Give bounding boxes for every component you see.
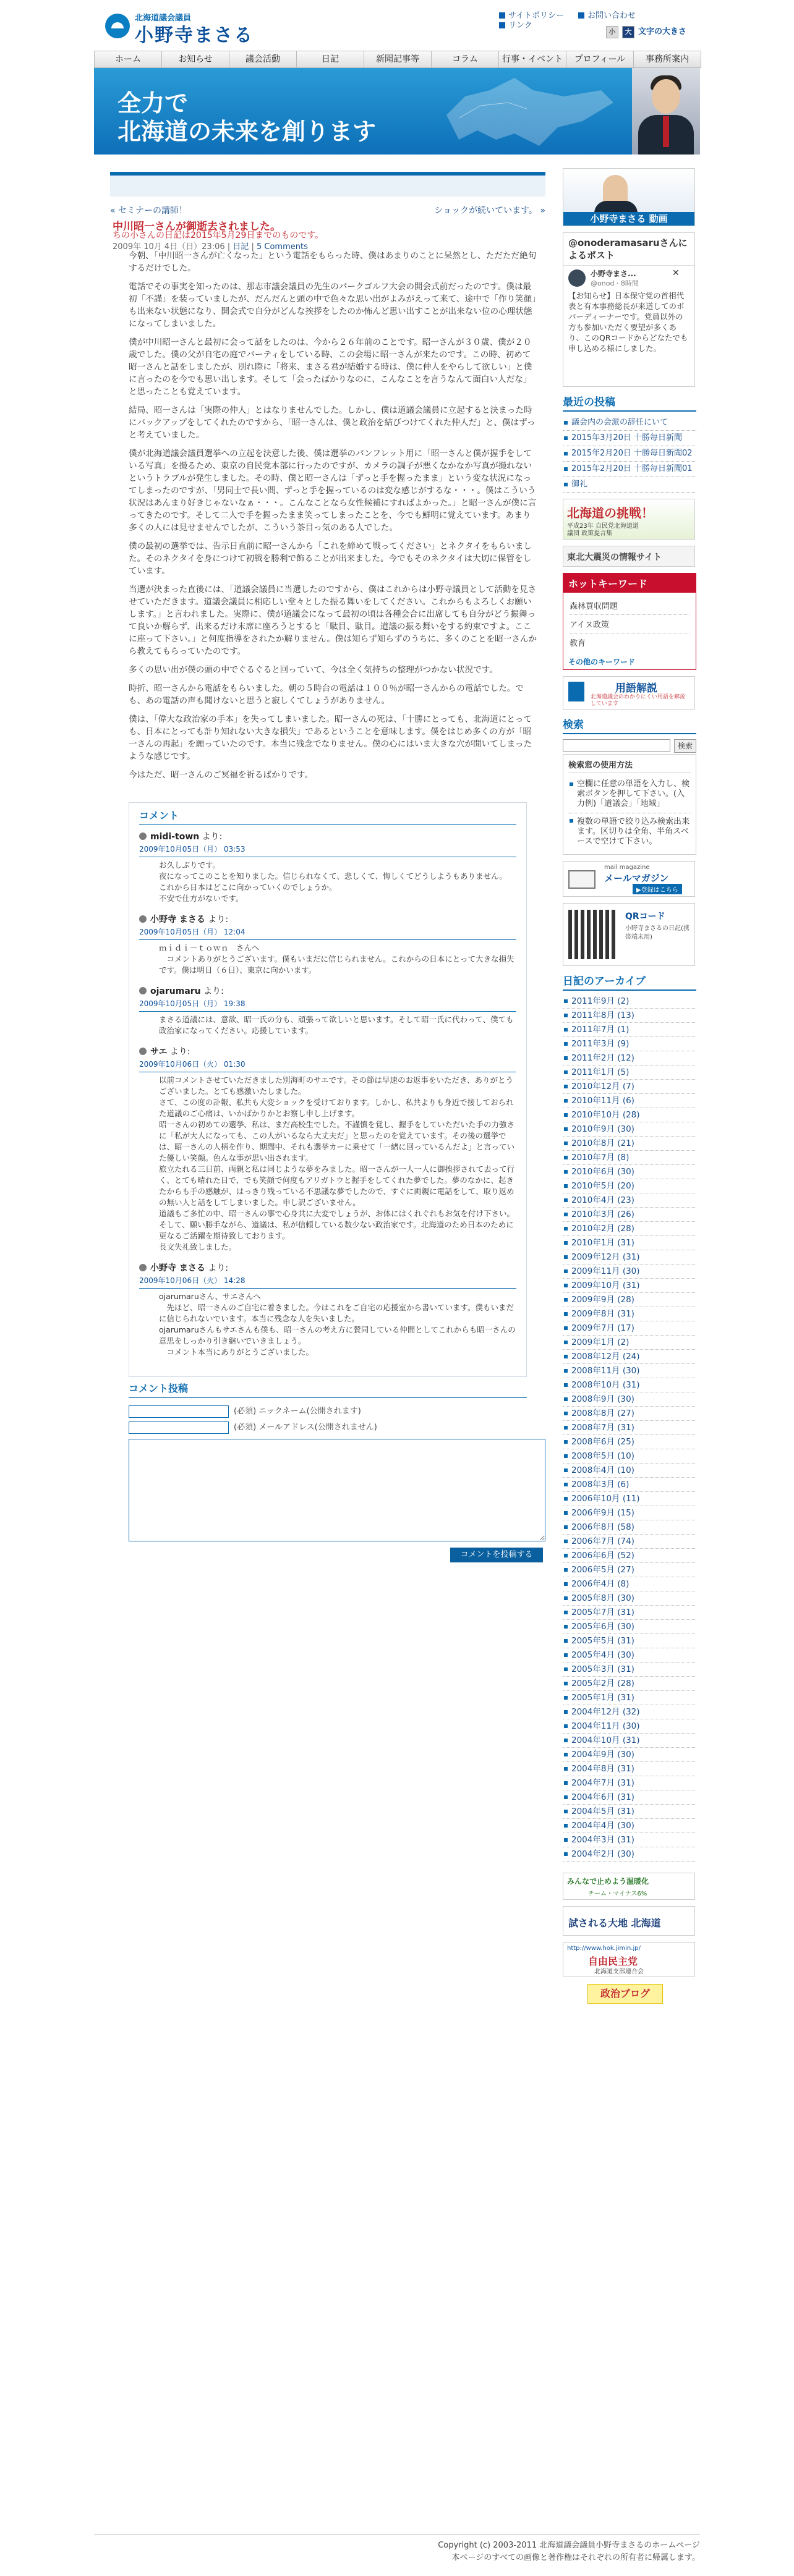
ldp-sub: 北海道支部連合会 bbox=[594, 1968, 644, 1975]
recent-posts-heading: 最近の投稿 bbox=[563, 393, 696, 412]
archive-month-link[interactable]: 2008年7月 (31) bbox=[563, 1421, 696, 1435]
nav-news[interactable]: お知らせ bbox=[162, 51, 229, 67]
archive-month-link[interactable]: 2005年4月 (30) bbox=[563, 1648, 696, 1663]
comment-author-suffix: より: bbox=[205, 1263, 229, 1273]
comment-count-link[interactable]: 5 Comments bbox=[256, 242, 308, 252]
politician-photo bbox=[632, 68, 700, 155]
tweet-text: 【お知らせ】日本保守党の首相代表と有本事務総長が来道してのポパーディーナーです。党員以外の方も参加いただく要望が多くあり、このQRコードからどなたでも申し込める様にしました。 bbox=[568, 291, 688, 353]
archive-month-link[interactable]: 2004年11月 (30) bbox=[563, 1719, 696, 1734]
email-label: (必須) メールアドレス(公開されません) bbox=[234, 1423, 377, 1432]
footer-rights: 本ページのすべての画像と著作権はそれぞれの所有者に帰属します。 bbox=[451, 2553, 700, 2562]
hot-keywords-heading: ホットキーワード bbox=[563, 574, 696, 593]
ldp-banner[interactable] bbox=[563, 1942, 695, 1976]
recent-post-link[interactable]: 2015年2月20日 十勝毎日新聞01 bbox=[563, 462, 696, 477]
comment-item bbox=[139, 985, 516, 1036]
post-paragraph: 結局、昭一さんは「実際の仲人」とはなりませんでした。しかし、僕は道議会議員に立起すると決まった時にバックアップをしてくれたのですから、「昭一さんは、僕と政治を結びつけてくれた仲人だ」と、僕はずっと考えていました。 bbox=[129, 405, 536, 440]
archive-month-link[interactable]: 2008年11月 (30) bbox=[563, 1364, 696, 1378]
recent-posts-list bbox=[563, 415, 696, 493]
archive-month-link[interactable]: 2004年9月 (30) bbox=[563, 1748, 696, 1762]
nav-profile[interactable]: プロフィール bbox=[566, 51, 634, 67]
tweet-handle: @onod · 8時間 bbox=[591, 279, 639, 287]
comments-section bbox=[129, 802, 527, 1377]
politics-blog-label: 政治ブログ bbox=[587, 1984, 663, 2004]
archive-month-link[interactable]: 2011年2月 (12) bbox=[563, 1051, 696, 1066]
archive-month-link[interactable]: 2010年3月 (26) bbox=[563, 1208, 696, 1222]
post-paragraph: 今はただ、昭一さんのご冥福を祈るばかりです。 bbox=[129, 770, 313, 780]
archive-month-link[interactable]: 2004年3月 (31) bbox=[563, 1833, 696, 1847]
archive-month-link[interactable]: 2008年6月 (25) bbox=[563, 1435, 696, 1449]
archive-month-link[interactable]: 2004年2月 (30) bbox=[563, 1847, 696, 1862]
tweet-widget bbox=[563, 232, 695, 387]
post-body bbox=[129, 250, 538, 781]
politics-blog-banner[interactable] bbox=[563, 1983, 694, 2005]
archive-month-link[interactable]: 2008年4月 (10) bbox=[563, 1464, 696, 1478]
email-field-row bbox=[129, 1420, 527, 1436]
glossary-subtitle: 北海道議会のわかりにくい用語を解説しています bbox=[591, 694, 686, 707]
comment-author-suffix: より: bbox=[200, 986, 224, 996]
font-size-label: 文字の大きさ bbox=[638, 27, 687, 36]
comments-heading: コメント bbox=[139, 808, 516, 825]
mail-magazine-banner[interactable] bbox=[563, 861, 695, 897]
post-navigation bbox=[110, 204, 545, 218]
hotkey-ainu[interactable]: アイヌ政策 bbox=[570, 615, 689, 633]
comment-item bbox=[139, 1261, 516, 1358]
archive-month-link[interactable]: 2005年7月 (31) bbox=[563, 1606, 696, 1620]
ldp-name: 自由民主党 bbox=[588, 1955, 638, 1967]
nav-events[interactable]: 行事・イベント bbox=[499, 51, 566, 67]
mail-magazine-small: mail magazine bbox=[604, 864, 650, 871]
archive-month-link[interactable]: 2008年3月 (6) bbox=[563, 1478, 696, 1492]
tweet-widget-title: @onoderamasaruさんによるポスト bbox=[563, 233, 694, 266]
post-paragraph: 多くの思い出が僕の頭の中でぐるぐると回っていて、今は全く気持ちの整理がつかない状況です。 bbox=[129, 665, 498, 675]
recent-post-link[interactable]: 議会内の会派の辞任にいて bbox=[563, 415, 696, 431]
post-category-link[interactable]: 日記 bbox=[233, 242, 249, 252]
archive-month-link[interactable]: 2008年10月 (31) bbox=[563, 1378, 696, 1392]
comment-author-suffix: より: bbox=[205, 915, 229, 925]
previous-post-link[interactable]: « セミナーの講師！ bbox=[110, 206, 188, 216]
archive-month-link[interactable]: 2010年10月 (28) bbox=[563, 1108, 696, 1122]
nav-column[interactable]: コラム bbox=[432, 51, 499, 67]
search-input[interactable] bbox=[563, 739, 670, 752]
hokkaido-map-icon bbox=[422, 72, 626, 152]
comment-author-name: 小野寺 まさる bbox=[150, 1263, 205, 1273]
challenge-banner[interactable] bbox=[563, 499, 695, 540]
hokkaido-banner[interactable] bbox=[563, 1906, 695, 1936]
post-paragraph: 当選が決まった直後には、「道議会議員に当選したのですから、僕はこれからは小野寺議員として活動を見させていただきます。道議会議員に相応しい堂々とした振る舞いをしてください。これからもよろしくお願いします。」と言われました。実際に、僕が道議会になって最初の頃は各種会合に出席しても自分がどう振舞って良いか解らず、出来るだけ末席に座ろうとすると「駄目、駄目。道議の振る舞いをする約束ですよ。ここに座って下さい。」と何度指導をされたか解りません。僕は知らず知らずのうちに、多くのことを昭一さんから教えてもらっていたのです。 bbox=[129, 585, 537, 656]
archive-month-link[interactable]: 2010年8月 (21) bbox=[563, 1137, 696, 1151]
post-paragraph: 僕が北海道議会議員選挙への立起を決意した後、僕は選挙のパンフレット用に「昭一さんと僕が握手をしている写真」を撮るため、東京の自民党本部に行ったのですが、カメラの調子が悪くなかなか写真が撮れないというトラブルが発生しました。その時、僕と昭一さんは「ずっと手を握ったまま」という変な状況になってしまったのですが、「男同士で長い間、ずっと手を握っているのは変な感じがするな・・・。僕はこういう状況はあんまり好きじゃないなぁ・・・。こんなことなら女性候補にすればよかった。」と昭一さんが僕に言ってきたのです。そして二人で手を握ったまま笑ってしまったことを、今でも鮮明に覚えています。あまり多くの人には見せませんでしたが、こういう茶目っ気のある人でした。 bbox=[129, 449, 537, 533]
diary-archive bbox=[563, 972, 696, 1862]
link-page-link[interactable]: リンク bbox=[499, 19, 532, 30]
logo-assembly-label: 北海道議会議員 bbox=[135, 14, 192, 23]
comment-author-suffix: より: bbox=[199, 832, 223, 842]
archive-list bbox=[563, 994, 696, 1862]
tweet-user: 小野寺まさ... bbox=[591, 269, 636, 278]
x-logo-icon[interactable]: ✕ bbox=[672, 268, 680, 278]
comment-form bbox=[129, 1381, 533, 1562]
archive-month-link[interactable]: 2009年1月 (2) bbox=[563, 1336, 696, 1350]
archive-month-link[interactable]: 2006年4月 (8) bbox=[563, 1577, 696, 1591]
post-title: 中川昭一さんが御逝去されました。 bbox=[113, 221, 281, 233]
search-help-heading: 検索窓の使用方法 bbox=[568, 758, 691, 773]
tweet-avatar bbox=[568, 269, 586, 287]
hotkey-forest[interactable]: 森林買収問題 bbox=[570, 596, 689, 615]
nav-press[interactable]: 新聞記事等 bbox=[364, 51, 432, 67]
comment-author-name: midi-town bbox=[150, 832, 200, 842]
archive-month-link[interactable]: 2010年7月 (8) bbox=[563, 1151, 696, 1165]
ldp-url: http://www.hok.jimin.jp/ bbox=[567, 1945, 641, 1952]
archive-month-link[interactable]: 2009年12月 (31) bbox=[563, 1250, 696, 1265]
archive-month-link[interactable]: 2010年5月 (20) bbox=[563, 1179, 696, 1193]
comment-author-name: ojarumaru bbox=[150, 986, 201, 996]
global-warming-banner[interactable] bbox=[563, 1873, 695, 1900]
comment-text: 以前コメントさせていただきました別海町のサエです。その節は早速のお返事をいただき、ありがとうございました。とても感激いたしました。 さて、この度の訃報、私共も大変ショックを受けております。しかし、私共よりも身近で接しておられた道議のご心痛は、いかばかりかとお察し申し上げます。 昭一さんの初めての選挙、私は、まだ高校生でした。不謹慎を覚し、握手をしていただいた手の力強さに「私が大人になっても、この人がいるなら大丈夫だ」と思ったのを覚えています。その後の選挙では、昭一さんの人柄を作り、期間中、それも選挙カーに乗せて「一緒に回っているんだよ」と言っていた優しい笑顔。色んな事が思い出されます。 旅立たれる三日前、両親と私は同じような夢をみました。昭一さんが一人一人に御挨拶されて去って行く、とても晴れた日で、でも笑顔で何度もアリガトウと握手をしてくれた夢でした。夢のなかに、起きたからも手の感触が、はっきり残っている不思議な夢でしたので、すぐに両親に電話をして、取り返めの無い人と話をしてしまいました。申し訳ございません。 道議もご多忙の中、昭一さんの事で心身共に大変でしょうが、お体にはくれぐれもお気を付け下さい。そして、願い勝手ながら、道議は、私が信頼している数少ない政治家です。北海道のため日本のために更なるご活躍を期待致しております。 長文失礼致しました。 bbox=[159, 1075, 515, 1252]
qr-code-title: QRコード bbox=[625, 912, 665, 922]
next-post-link[interactable]: ショックが続いています。 » bbox=[434, 206, 545, 216]
archive-month-link[interactable]: 2009年8月 (31) bbox=[563, 1307, 696, 1321]
archive-month-link[interactable]: 2004年12月 (32) bbox=[563, 1705, 696, 1719]
name-field-row bbox=[129, 1404, 527, 1420]
comment-form-heading: コメント投稿 bbox=[129, 1381, 527, 1398]
comment-date: 2009年10月06日（火） 01:30 bbox=[139, 1057, 516, 1072]
archive-month-link[interactable]: 2008年8月 (27) bbox=[563, 1407, 696, 1421]
archive-month-link[interactable]: 2006年8月 (58) bbox=[563, 1520, 696, 1535]
nav-assembly[interactable]: 議会活動 bbox=[229, 51, 297, 67]
post-paragraph: 僕の最初の選挙では、告示日直前に昭一さんから「これを締めて戦ってください」とネクタイをもらいました。そのネクタイを身につけて初戦を勝利で飾ることが出来ました。今でもそのネクタイは大切に保管をしています。 bbox=[129, 541, 532, 576]
comment-text: ojarumaruさん、サエさんへ 先ほど、昭一さんのご自宅に着きました。今はこれをご自宅の応援室から書いています。僕もいまだに信じられないでいます。本当に残念な人を失いました。 ojarumaruさんもサエさんも僕も、昭一さんの考え方に賛同している仲間としてこれからも昭一さんの意思をしっかり引き継いでいきましょう。 コメント本当にありがとうございました。 bbox=[159, 1292, 516, 1357]
archive-month-link[interactable]: 2010年1月 (31) bbox=[563, 1236, 696, 1250]
search-heading: 検索 bbox=[563, 716, 696, 734]
nav-home[interactable]: ホーム bbox=[95, 51, 162, 67]
hero-banner bbox=[94, 68, 700, 155]
comment-author bbox=[139, 1045, 516, 1057]
comment-list bbox=[139, 830, 516, 1358]
search-button[interactable]: 検索 bbox=[674, 739, 696, 753]
archive-month-link[interactable]: 2010年9月 (30) bbox=[563, 1122, 696, 1137]
recent-post-link[interactable]: 2015年2月20日 十勝毎日新聞02 bbox=[563, 446, 696, 462]
archive-month-link[interactable]: 2005年8月 (30) bbox=[563, 1591, 696, 1606]
banner-line-1: 全力で bbox=[117, 90, 189, 117]
nav-office[interactable]: 事務所案内 bbox=[646, 54, 689, 64]
archive-month-link[interactable]: 2005年2月 (28) bbox=[563, 1677, 696, 1691]
video-banner[interactable] bbox=[563, 168, 695, 226]
search-widget bbox=[563, 716, 696, 855]
archive-month-link[interactable]: 2005年3月 (31) bbox=[563, 1663, 696, 1677]
global-warming-sub: チーム・マイナス6% bbox=[588, 1891, 647, 1897]
archive-month-link[interactable]: 2004年7月 (31) bbox=[563, 1776, 696, 1790]
archive-month-link[interactable]: 2006年10月 (11) bbox=[563, 1492, 696, 1506]
page bbox=[94, 0, 700, 2576]
sitepolicy-link[interactable]: サイトポリシー bbox=[499, 9, 564, 20]
archive-month-link[interactable]: 2010年2月 (28) bbox=[563, 1222, 696, 1236]
hokkaido-banner-label: 試される大地 北海道 bbox=[568, 1917, 661, 1929]
contact-link[interactable]: お問い合わせ bbox=[578, 9, 636, 20]
archive-month-link[interactable]: 2005年6月 (30) bbox=[563, 1620, 696, 1634]
archive-month-link[interactable]: 2006年6月 (52) bbox=[563, 1549, 696, 1563]
post-notice: ちの小さんの日記は2015年5月29日までのものです。 bbox=[113, 231, 324, 240]
archive-month-link[interactable]: 2011年9月 (2) bbox=[563, 994, 696, 1009]
other-keywords-link[interactable]: その他のキーワード bbox=[568, 658, 636, 666]
archive-month-link[interactable]: 2009年7月 (17) bbox=[563, 1321, 696, 1336]
post-date: 2009年 10月 4日（日）23:06 bbox=[113, 242, 225, 252]
font-size-control bbox=[606, 25, 686, 38]
archive-month-link[interactable]: 2009年10月 (31) bbox=[563, 1279, 696, 1293]
archive-month-link[interactable]: 2008年12月 (24) bbox=[563, 1350, 696, 1364]
global-warming-label: みんなで止めよう温暖化 bbox=[567, 1877, 649, 1886]
logo-name: 小野寺まさる bbox=[135, 25, 254, 46]
comment-date: 2009年10月05日（月） 12:04 bbox=[139, 925, 516, 940]
recent-post-link[interactable]: 2015年3月20日 十勝毎日新聞 bbox=[563, 431, 696, 446]
archive-month-link[interactable]: 2010年4月 (23) bbox=[563, 1193, 696, 1208]
archive-month-link[interactable]: 2006年9月 (15) bbox=[563, 1506, 696, 1520]
section-title-bar bbox=[110, 172, 545, 197]
mail-register-button[interactable]: ▶登録はこちら bbox=[633, 884, 682, 894]
archive-month-link[interactable]: 2008年5月 (10) bbox=[563, 1449, 696, 1464]
logo-mark-icon bbox=[105, 14, 130, 38]
post-paragraph: 時折、昭一さんから電話をもらいました。朝の５時台の電話は１００％が昭一さんからの電話でした。でも、あの電話の声も聞けないと思うと寂しくてしょうがありません。 bbox=[129, 684, 524, 706]
global-nav bbox=[94, 51, 701, 68]
main-content bbox=[110, 172, 545, 1562]
archive-month-link[interactable]: 2010年12月 (7) bbox=[563, 1080, 696, 1094]
challenge-title: 北海道の挑戦！ bbox=[567, 506, 654, 520]
comment-author-name: サエ bbox=[150, 1047, 168, 1057]
comment-author-suffix: より: bbox=[167, 1047, 190, 1057]
archive-month-link[interactable]: 2005年1月 (31) bbox=[563, 1691, 696, 1705]
archive-month-link[interactable]: 2011年1月 (5) bbox=[563, 1066, 696, 1080]
archive-month-link[interactable]: 2004年5月 (31) bbox=[563, 1805, 696, 1819]
archive-month-link[interactable]: 2005年5月 (31) bbox=[563, 1634, 696, 1648]
post-header bbox=[110, 218, 545, 250]
comment-author bbox=[139, 1261, 516, 1274]
archive-month-link[interactable]: 2006年5月 (27) bbox=[563, 1563, 696, 1577]
comment-author bbox=[139, 830, 516, 842]
hotkey-education[interactable]: 教育 bbox=[570, 639, 586, 648]
comment-item bbox=[139, 1045, 516, 1253]
glossary-title: 用語解説 bbox=[615, 682, 657, 695]
video-banner-label: 小野寺まさる 動画 bbox=[563, 212, 694, 226]
hot-keywords bbox=[563, 573, 696, 670]
site-footer bbox=[94, 2534, 700, 2564]
recent-posts bbox=[563, 393, 696, 493]
qr-code-text: 小野寺まさるの日記(携帯端末用) bbox=[625, 925, 689, 941]
archive-month-link[interactable]: 2004年6月 (31) bbox=[563, 1790, 696, 1805]
comment-date: 2009年10月06日（火） 14:28 bbox=[139, 1274, 516, 1289]
sidebar bbox=[563, 168, 696, 2011]
archive-month-link[interactable]: 2009年9月 (28) bbox=[563, 1293, 696, 1307]
quake-info-banner[interactable] bbox=[563, 546, 695, 567]
nickname-label: (必須) ニックネーム(公開されます) bbox=[234, 1407, 361, 1416]
comment-item bbox=[139, 913, 516, 976]
archive-month-link[interactable]: 2004年10月 (31) bbox=[563, 1734, 696, 1748]
comment-author bbox=[139, 985, 516, 997]
nav-diary[interactable]: 日記 bbox=[297, 51, 364, 67]
archive-month-link[interactable]: 2004年4月 (30) bbox=[563, 1819, 696, 1833]
post-meta: 2009年 10月 4日（日）23:06 | 日記 | 5 Comments bbox=[113, 242, 308, 252]
archive-month-link[interactable]: 2009年11月 (30) bbox=[563, 1265, 696, 1279]
archive-month-link[interactable]: 2010年11月 (6) bbox=[563, 1094, 696, 1108]
archive-month-link[interactable]: 2011年7月 (1) bbox=[563, 1023, 696, 1037]
site-header bbox=[94, 0, 700, 64]
banner-line-2: 北海道の未来を創ります bbox=[117, 118, 377, 145]
challenge-subtitle: 平成23年 自民党北海道道議団 政策提言集 bbox=[567, 523, 639, 537]
post-paragraph: 僕が中川昭一さんと最初に会って話をしたのは、今から２６年前のことです。昭一さんが３０歳、僕が２０歳でした。僕の父が自宅の庭でバーティをしている時、この会場に昭一さんが来たのです。この時、初めて昭一さんと話をしましたが、別れ際に「将来、まさる君が結婚する時は、僕に仲人をやらして欲しい」と僕に言ったのを今でも思い出します。そして「会ったばかりなのに、こんなことを言うなんて面白い人だな」と思ったことも覚えています。 bbox=[129, 337, 532, 397]
archive-month-link[interactable]: 2004年8月 (31) bbox=[563, 1762, 696, 1776]
comment-text: ｍｉｄｉ－ｔｏｗｎ さんへ コメントありがとうございます。僕もいまだに信じられません。これからの日本にとって大きな損失です。僕は明日（６日）、東京に向かいます。 bbox=[159, 943, 514, 975]
post-paragraph: 僕は、「偉大な政治家の手本」を失ってしまいました。昭一さんの死は、「十勝にとっても、北海道にとっても、日本にとっても計り知れない大きな損失」であるということを意味します。僕をはじめ多くの方が「昭一さんの再起」を願っていたのです。本当に残念でなりません。僕の心にはいま大きな穴が開いてしまったような感じです。 bbox=[129, 714, 532, 761]
email-input[interactable] bbox=[129, 1421, 229, 1434]
comment-textarea[interactable] bbox=[129, 1439, 545, 1541]
search-help-item: 複数の単語で絞り込み検索出来ます。区切りは全角、半角スペースで空けて下さい。 bbox=[568, 813, 691, 849]
comment-author bbox=[139, 913, 516, 925]
comment-text: お久しぶりです。 夜になってこのことを知りました。信じられなくて、悲しくて、悔しくてどうしようもありません。 これから日本はどこに向かっていくのでしょうか。 不安で仕方がないです。 bbox=[159, 860, 507, 903]
comment-text: まさる道議には、意欲、昭一氏の分も、頑張って欲しいと思います。そして昭一氏に代わって、僕ても政治家になってください。応援しています。 bbox=[159, 1015, 514, 1035]
font-small-button[interactable]: 小 bbox=[606, 26, 618, 38]
qr-code-image bbox=[568, 910, 618, 959]
post-paragraph: 電話でその事実を知ったのは、那志市議会議員の先生のパークゴルフ大会の開会式前だったのです。僕は最初「不謹」を装っていましたが、だんだんと頭の中で色々な思い出がよみがえって来て、途中で「作り笑顔」も出来ない状態になり、開会式で自分がどんな挨拶をしたのか怖んど思い出すことが出来ない位の心理状態になってしまいました。 bbox=[129, 282, 537, 329]
comment-author-name: 小野寺 まさる bbox=[150, 915, 205, 925]
comment-date: 2009年10月05日（月） 19:38 bbox=[139, 997, 516, 1012]
archive-month-link[interactable]: 2008年9月 (30) bbox=[563, 1392, 696, 1407]
envelope-icon bbox=[568, 870, 596, 889]
mail-magazine-title: メールマガジン bbox=[604, 873, 669, 884]
archive-month-link[interactable]: 2011年8月 (13) bbox=[563, 1009, 696, 1023]
quake-info-label: 東北大震災の情報サイト bbox=[567, 553, 662, 562]
footer-copyright: Copyright (c) 2003-2011 北海道議会議員小野寺まさるのホームページ bbox=[438, 2541, 700, 2550]
book-icon bbox=[568, 682, 584, 701]
qr-code-box bbox=[563, 903, 695, 966]
comment-item bbox=[139, 830, 516, 904]
search-help-item: 空欄に任意の単語を入力し、検索ボタンを押して下さい。(入力例)「道議会」「地域」 bbox=[568, 777, 691, 813]
archive-month-link[interactable]: 2011年3月 (9) bbox=[563, 1037, 696, 1051]
comment-date: 2009年10月05日（月） 03:53 bbox=[139, 842, 516, 857]
post-paragraph: 今朝、「中川昭一さんが亡くなった」という電話をもらった時、僕はあまりのことに呆然とし、ただただ絶句するだけでした。 bbox=[129, 251, 537, 273]
archive-month-link[interactable]: 2006年7月 (74) bbox=[563, 1535, 696, 1549]
search-help-list bbox=[568, 777, 691, 849]
font-large-button[interactable]: 大 bbox=[622, 26, 634, 38]
archive-month-link[interactable]: 2010年6月 (30) bbox=[563, 1165, 696, 1179]
glossary-banner[interactable] bbox=[563, 676, 695, 710]
submit-comment-button[interactable]: コメントを投稿する bbox=[450, 1548, 543, 1562]
archive-heading: 日記のアーカイブ bbox=[563, 972, 696, 991]
recent-post-link[interactable]: 御礼 bbox=[563, 477, 696, 493]
nickname-input[interactable] bbox=[129, 1405, 229, 1418]
